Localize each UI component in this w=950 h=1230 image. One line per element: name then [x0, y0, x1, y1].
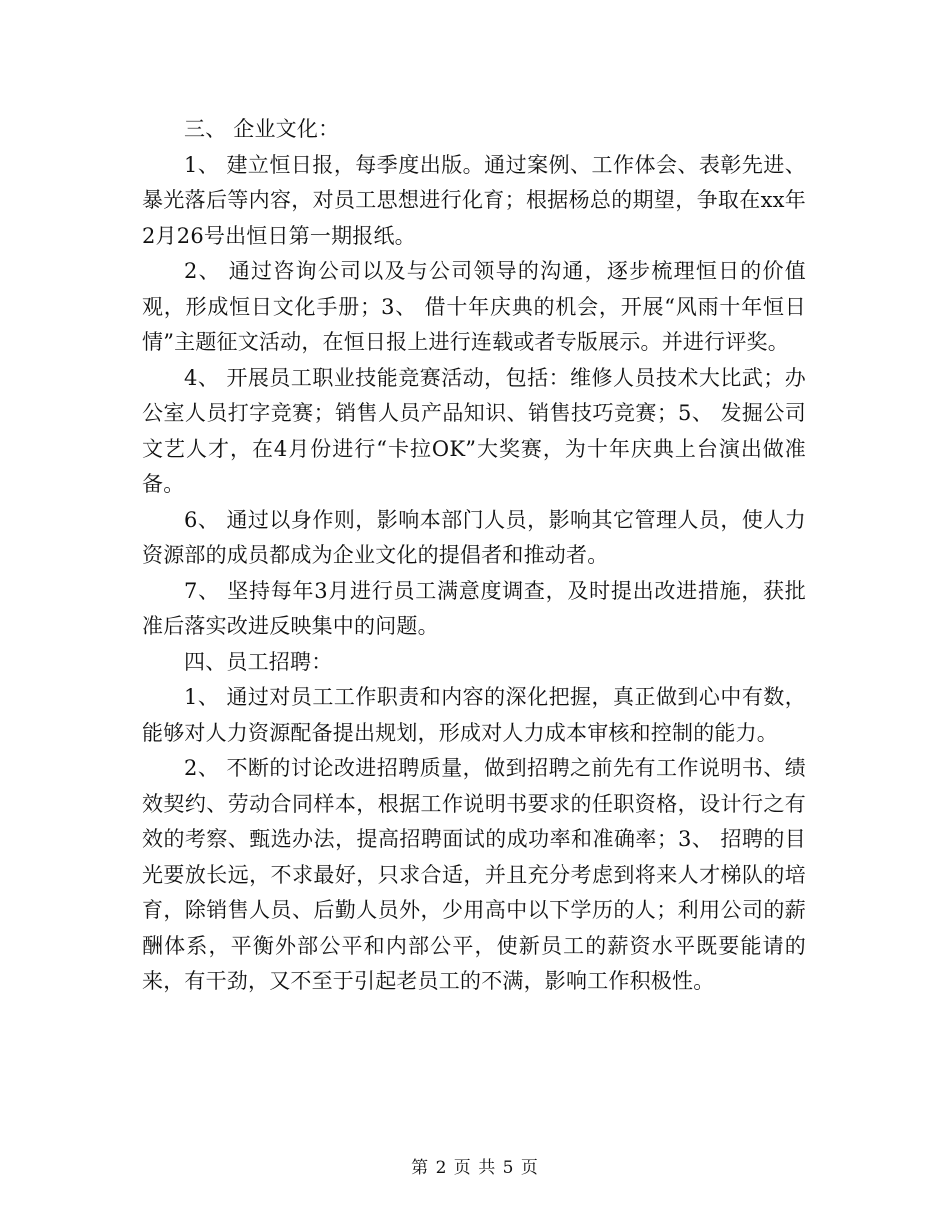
- paragraph-item-4: 4、 开展员工职业技能竞赛活动，包括：维修人员技术大比武；办公室人员打字竞赛；销售人员产品知识、销售技巧竞赛；5、 发掘公司文艺人才，在4月份进行“卡拉OK”大奖赛，为十年庆典上台演出做准备。: [142, 365, 806, 496]
- document-body: [142, 112, 806, 1000]
- section-heading-corporate-culture: 三、 企业文化：: [184, 117, 340, 141]
- paragraph-item-1: 1、 建立恒日报，每季度出版。通过案例、工作体会、表彰先进、暴光落后等内容，对员工思想进行化育；根据杨总的期望，争取在xx年2月26号出恒日第一期报纸。: [142, 152, 806, 248]
- paragraph-item-6: 6、 通过以身作则，影响本部门人员，影响其它管理人员，使人力资源部的成员都成为企业文化的提倡者和推动者。: [142, 507, 806, 567]
- paragraph-recruit-item-1: 1、 通过对员工工作职责和内容的深化把握，真正做到心中有数，能够对人力资源配备提出规划，形成对人力成本审核和控制的能力。: [142, 685, 806, 745]
- page-number-footer: 第 2 页 共 5 页: [411, 1158, 539, 1178]
- paragraph-item-2: 2、 通过咨询公司以及与公司领导的沟通，逐步梳理恒日的价值观，形成恒日文化手册；3、 借十年庆典的机会，开展“风雨十年恒日情”主题征文活动，在恒日报上进行连载或者专版展示。并进行评奖。: [142, 259, 806, 354]
- paragraph-item-7: 7、 坚持每年3月进行员工满意度调查，及时提出改进措施，获批准后落实改进反映集中的问题。: [142, 578, 806, 638]
- paragraph-recruit-item-2: 2、 不断的讨论改进招聘质量，做到招聘之前先有工作说明书、绩效契约、劳动合同样本，根据工作说明书要求的任职资格，设计行之有效的考察、甄选办法，提高招聘面试的成功率和准确率；3、 招聘的目光要放长远，不求最好，只求合适，并且充分考虑到将来人才梯队的培育，除销售人员、后勤人员外，少用高中以下学历的人；利用公司的薪酬体系，平衡外部公平和内部公平，使新员工的薪资水平既要能请的来，有干劲，又不至于引起老员工的不满，影响工作积极性。: [142, 756, 806, 993]
- section-heading-recruitment: 四、员工招聘：: [184, 649, 333, 674]
